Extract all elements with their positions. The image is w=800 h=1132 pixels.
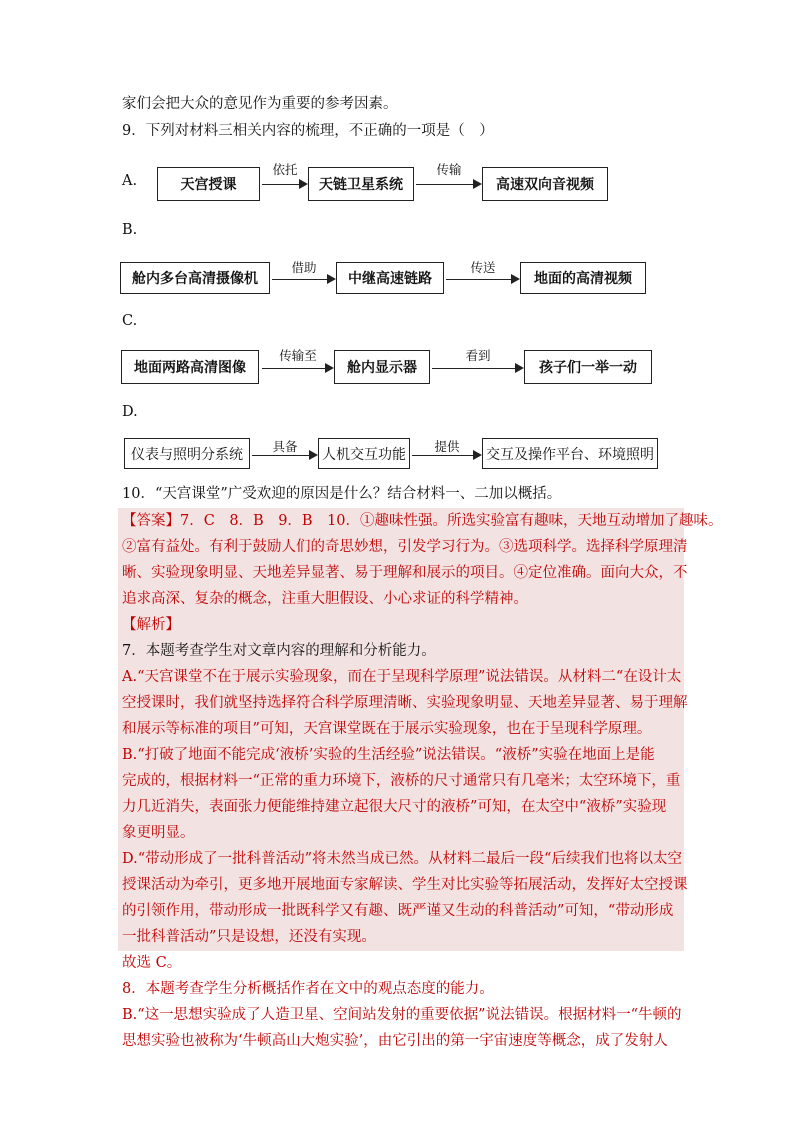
option-a-box-2: 天链卫星系统 <box>308 167 414 201</box>
option-c-arrow-2 <box>432 368 522 369</box>
option-d-box-1: 仪表与照明分系统 <box>124 438 250 469</box>
analysis-line: 的引领作用，带动形成一批既科学又有趣、既严谨又生动的科普活动”可知，“带动形成 <box>122 903 674 919</box>
option-b-box-2: 中继高速链路 <box>336 262 444 294</box>
question-10: 10．“天宫课堂”广受欢迎的原因是什么？结合材料一、二加以概括。 <box>122 486 562 502</box>
option-d-arrow-1 <box>252 455 316 456</box>
option-c-box-3: 孩子们一举一动 <box>524 350 652 384</box>
option-b-arrow-label-2: 传送 <box>470 260 496 275</box>
option-d-arrow-2 <box>412 455 480 456</box>
option-a-arrow-2 <box>416 184 480 185</box>
option-a-arrow-label-2: 传输 <box>436 162 462 177</box>
analysis-line: 一批科普活动”只是设想，还没有实现。 <box>122 929 376 945</box>
answer-line: ②富有益处。有利于鼓励人们的奇思妙想，引发学习行为。③选项科学。选择科学原理清 <box>122 539 688 555</box>
analysis-line: B.“这一思想实验成了人造卫星、空间站发射的重要依据”说法错误。根据材料一“牛顿的 <box>122 1007 682 1023</box>
option-a-arrow-label-1: 依托 <box>272 162 298 177</box>
analysis-line: 8．本题考查学生分析概括作者在文中的观点态度的能力。 <box>122 981 494 997</box>
option-b-label: B. <box>122 222 138 238</box>
option-c-arrow-label-2: 看到 <box>465 348 491 363</box>
analysis-line: 力几近消失，表面张力便能维持建立起很大尺寸的液桥”可知，在太空中“液桥”实验现 <box>122 799 667 815</box>
answer-line: 【答案】7．C 8．B 9．B 10．①趣味性强。所选实验富有趣味，天地互动增加了趣味。 <box>122 513 723 529</box>
analysis-line: 空授课时，我们就坚持选择符合科学原理清晰、实验现象明显、天地差异显著、易于理解 <box>122 695 688 711</box>
option-d-label: D. <box>122 404 138 420</box>
analysis-line: D.“带动形成了一批科普活动”将未然当成已然。从材料二最后一段“后续我们也将以太空 <box>122 851 682 867</box>
analysis-line: 授课活动为牵引，更多地开展地面专家解读、学生对比实验等拓展活动，发挥好太空授课 <box>122 877 688 893</box>
option-a-box-3: 高速双向音视频 <box>482 167 608 201</box>
option-d-box-2: 人机交互功能 <box>318 438 410 469</box>
analysis-line: 象更明显。 <box>122 825 195 841</box>
analysis-line: 故选 C。 <box>122 955 182 971</box>
option-c-label: C. <box>122 313 138 329</box>
analysis-line: B.“打破了地面不能完成‘液桥’实验的生活经验”说法错误。“液桥”实验在地面上是能 <box>122 747 655 763</box>
option-c-box-1: 地面两路高清图像 <box>121 350 259 384</box>
analysis-line: 思想实验也被称为‘牛顿高山大炮实验’，由它引出的第一宇宙速度等概念，成了发射人 <box>122 1033 668 1049</box>
analysis-line: 完成的，根据材料一“正常的重力环境下，液桥的尺寸通常只有几毫米；太空环境下，重 <box>122 773 681 789</box>
analysis-line: 和展示等标准的项目”可知，天宫课堂既在于展示实验现象，也在于呈现科学原理。 <box>122 721 652 737</box>
intro-line: 家们会把大众的意见作为重要的参考因素。 <box>122 96 398 112</box>
option-b-box-3: 地面的高清视频 <box>520 262 646 294</box>
option-d-arrow-label-2: 提供 <box>434 439 460 454</box>
answer-line: 晰、实验现象明显、天地差异显著、易于理解和展示的项目。④定位准确。面向大众，不 <box>122 565 688 581</box>
option-b-arrow-label-1: 借助 <box>291 260 317 275</box>
option-a-label: A. <box>122 173 138 189</box>
option-c-arrow-label-1: 传输至 <box>279 348 317 363</box>
option-a-box-1: 天宫授课 <box>157 167 260 201</box>
option-b-arrow-1 <box>272 279 334 280</box>
option-d-arrow-label-1: 具备 <box>272 439 298 454</box>
option-a-arrow-1 <box>262 184 306 185</box>
answer-line: 追求高深、复杂的概念，注重大胆假设、小心求证的科学精神。 <box>122 591 528 607</box>
analysis-line: A.“天宫课堂不在于展示实验现象，而在于呈现科学原理”说法错误。从材料二“在设计太 <box>122 669 682 685</box>
option-d-box-3: 交互及操作平台、环境照明 <box>482 438 658 469</box>
question-9: 9．下列对材料三相关内容的梳理，不正确的一项是（ ） <box>122 123 494 139</box>
analysis-heading: 【解析】 <box>122 617 180 633</box>
option-c-arrow-1 <box>262 368 332 369</box>
option-b-arrow-2 <box>446 279 518 280</box>
option-c-box-2: 舱内显示器 <box>334 350 430 384</box>
option-b-box-1: 舱内多台高清摄像机 <box>120 262 270 294</box>
analysis-line: 7．本题考查学生对文章内容的理解和分析能力。 <box>122 643 436 659</box>
